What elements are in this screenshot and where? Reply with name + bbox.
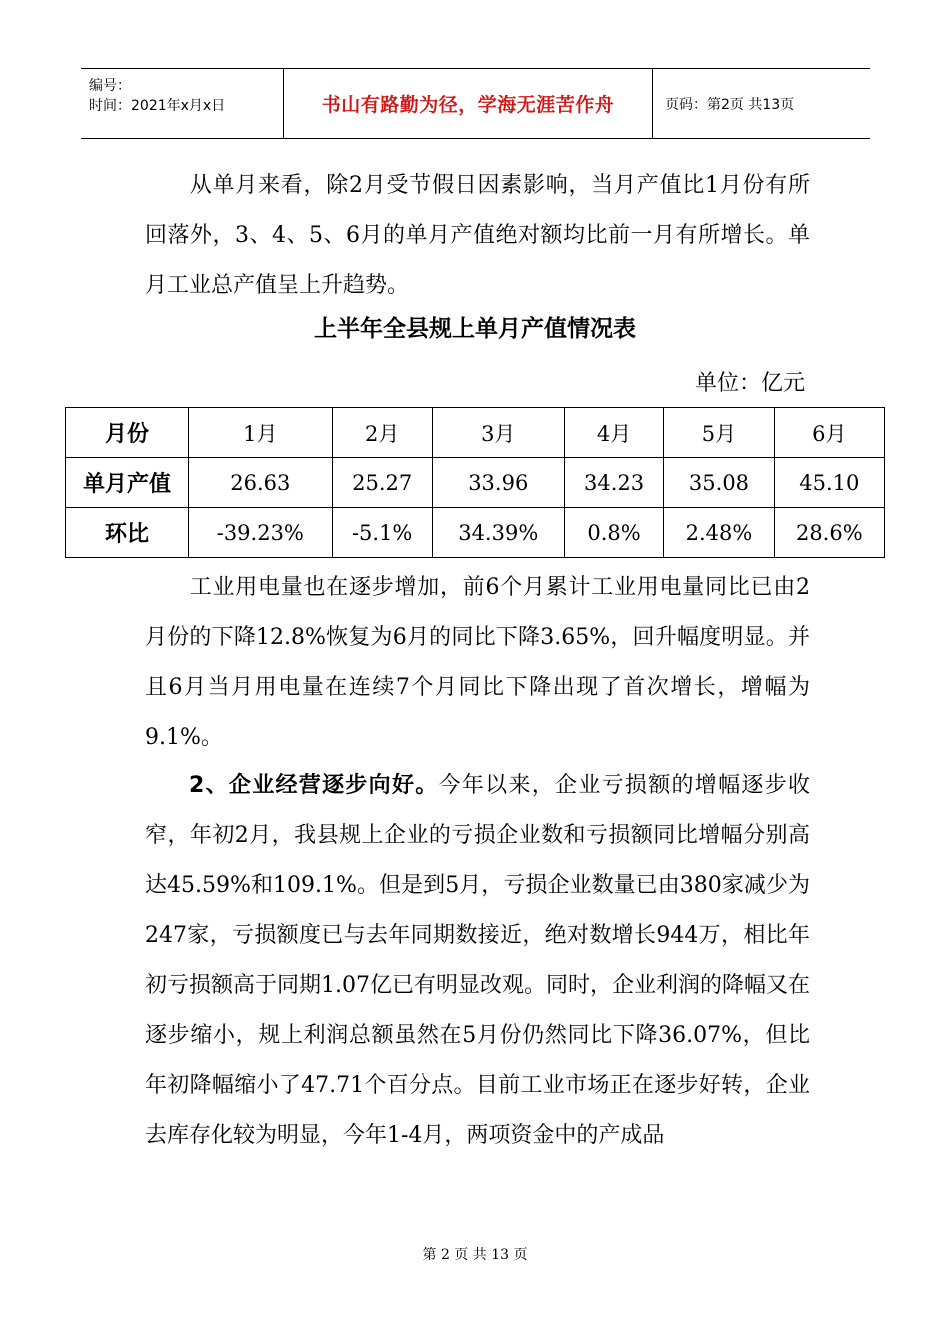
table-cell: 34.39% [432, 508, 564, 558]
table-title: 上半年全县规上单月产值情况表 [314, 316, 636, 342]
table-cell: 26.63 [189, 458, 333, 508]
header-time-label: 时间：2021年x月x日 [89, 98, 226, 114]
row-header: 环比 [66, 508, 189, 558]
table-cell: 25.27 [332, 458, 432, 508]
table-row-mom [66, 508, 885, 558]
row-header: 单月产值 [66, 458, 189, 508]
table-cell: 5月 [664, 408, 774, 458]
paragraph-text: 从单月来看，除2月受节假日因素影响，当月产值比1月份有所回落外，3、4、5、6月的单月产值绝对额均比前一月有所增长。单月工业总产值呈上升趋势。 [145, 173, 810, 298]
table-cell: 1月 [189, 408, 333, 458]
page-footer: 第 2 页 共 13 页 [422, 1247, 528, 1263]
table-cell: 3月 [432, 408, 564, 458]
paragraph-text: 工业用电量也在逐步增加，前6个月累计工业用电量同比已由2月份的下降12.8%恢复为6月的同比下降3.65%，回升幅度明显。并且6月当月用电量在连续7个月同比下降出现了首次增长，增幅为9.1%。 [145, 575, 810, 750]
monthly-output-table [65, 407, 885, 558]
table-cell: 33.96 [432, 458, 564, 508]
table-cell: 4月 [564, 408, 664, 458]
header-motto-cell [283, 69, 653, 138]
document-header [81, 68, 870, 139]
table-cell: 45.10 [774, 458, 884, 508]
paragraph-business [145, 761, 810, 1161]
section-heading: 2、企业经营逐步向好。 [189, 773, 439, 798]
table-cell: -39.23% [189, 508, 333, 558]
paragraph-monthly-output [145, 161, 810, 311]
table-row-values [66, 458, 885, 508]
table-cell: -5.1% [332, 508, 432, 558]
table-cell: 35.08 [664, 458, 774, 508]
header-number-label: 编号： [89, 78, 131, 94]
table-cell: 28.6% [774, 508, 884, 558]
paragraph-electricity [145, 563, 810, 763]
table-cell: 6月 [774, 408, 884, 458]
header-motto: 书山有路勤为径，学海无涯苦作舟 [321, 94, 615, 116]
table-unit: 单位：亿元 [694, 371, 805, 396]
header-page-cell [653, 69, 870, 138]
row-header: 月份 [66, 408, 189, 458]
paragraph-text: 今年以来，企业亏损额的增幅逐步收窄，年初2月，我县规上企业的亏损企业数和亏损额同比增幅分别高达45.59%和109.1%。但是到5月，亏损企业数量已由380家减少为247家，亏损额度已与去年同期数接近，绝对数增长944万，相比年初亏损额高于同期1.07亿已有明显改观。同时，企业利润的降幅又在逐步缩小，规上利润总额虽然在5月份仍然同比下降36.07%，但比年初降幅缩小了47.71个百分点。目前工业市场正在逐步好转，企业去库存化较为明显，今年1-4月，两项资金中的产成品 [145, 773, 811, 1148]
table-cell: 2.48% [664, 508, 774, 558]
table-cell: 0.8% [564, 508, 664, 558]
table-row-months [66, 408, 885, 458]
table-cell: 34.23 [564, 458, 664, 508]
table-cell: 2月 [332, 408, 432, 458]
header-meta [81, 69, 283, 138]
header-page-info: 页码：第2页 共13页 [665, 96, 795, 113]
